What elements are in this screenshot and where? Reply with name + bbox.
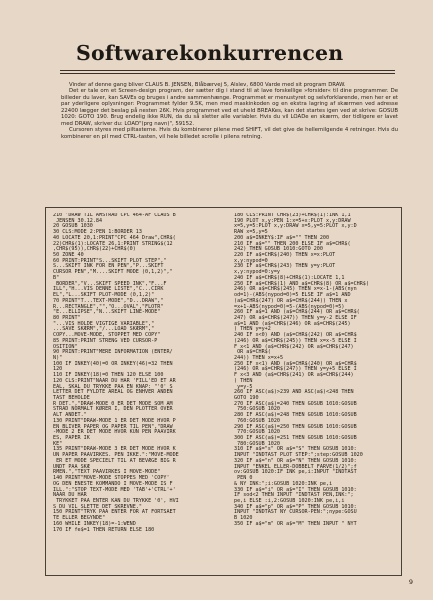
- code-line: 22)CHR$(1):LOCATE 26,1:PRINT STRING$(12: [53, 240, 173, 247]
- code-line: 330 IF a$="i" OR a$="I" THEN GOSUB 1010:: [234, 486, 357, 493]
- code-line: UNDT PAA SKÆ: [53, 463, 90, 470]
- program-listing-right-column: [234, 213, 397, 571]
- code-line: "E...ELLIPSE","N...SKIFT LINE-MODE": [53, 309, 161, 316]
- code-line: 280 IF ASC(a$)=248 THEN GOSUB 1010:GOSUB: [234, 412, 357, 419]
- code-line: ER ET MODE SPECIELT TIL AT BEVÆGE BIG R: [53, 457, 176, 464]
- code-line: 100 IF INKEY(40)=0 OR INKEY(46)=32 THEN: [53, 360, 173, 367]
- code-line: 80 PRINT": [53, 314, 81, 321]
- code-line: IF sod<2 THEN INPUT "INDTAST PEN,INK:";: [234, 492, 354, 499]
- code-line: 240 IF x<0) AND (a$=CHR$(242) OR a$=CHR$: [234, 332, 357, 339]
- code-line: S...SKIFT INK FOR EN PEN","P...SKIFT: [53, 263, 164, 270]
- code-line: 780:GOSUB 1020: [234, 440, 281, 447]
- code-line: ...SAVE SKÆRM","/...LOAD SKÆRM",": [53, 326, 155, 333]
- code-line: y=y-5: [234, 383, 253, 390]
- code-line: 210 'DRAW TIL AMSTRAD CPC 464-AF CLAUS B: [53, 213, 176, 218]
- code-line: 246) OR a$=CHR$(245) THEN x=x-1-(ABS(nyn: [234, 286, 357, 293]
- code-line: INPUT "INDTAST NY CURSOR-PEN:";nype:GOSU: [234, 509, 357, 516]
- code-line: R DET.","DRAW-MODE 0 ER DET MODE SOM AM: [53, 400, 173, 407]
- code-line: ES, PAPER IK: [53, 435, 90, 442]
- code-line: 242) THEN GOSUB 1010:GOTO 200: [234, 246, 323, 253]
- article-title: Softwarekonkurrencen: [76, 41, 344, 65]
- code-line: a$=1 AND (a$=CHR$(246) OR a$=CHR$(245): [234, 320, 351, 327]
- code-line: 200 a$=INKEY$:IF a$="" THEN 200: [234, 234, 330, 241]
- code-line: N)": [53, 354, 63, 361]
- code-line: S DU VIL SLETTE DET SKREVNE.": [53, 503, 142, 510]
- program-listing-left-column: [53, 213, 226, 571]
- code-line: UN PAPER PAAVIRKES. PEN IKKE.":"MOVE-MODE: [53, 452, 179, 459]
- code-line: 130 PRINT"DRAW-MODE 1 ER DET MODE HVOR P: [53, 417, 176, 424]
- code-line: F x<3 AND (a$=CHR$(241) OR a$=CHR$(244): [234, 372, 354, 379]
- code-line: 750:GOSUB 1020: [234, 406, 281, 413]
- code-line: ILL.":"STOP TEXT-MODE MED 'TAB'+'CTRL'+': [53, 486, 176, 493]
- code-line: 300 IF ASC(a$)=251 THEN GOSUB 1010:GOSUB: [234, 435, 357, 442]
- code-line: 270 IF ASC(a$)=240 THEN GOSUB 1010:GOSUB: [234, 400, 357, 407]
- code-line: OSITION": [53, 343, 78, 350]
- page-number: 9: [408, 578, 413, 586]
- code-line: 90 PRINT:PRINT"MERE INFORMATION (ENTER/: [53, 349, 173, 356]
- code-line: 260 IF ASC(a$)>239 AND ASC(a$)<248 THEN: [234, 389, 354, 396]
- title-rule-top: [60, 70, 395, 71]
- code-line: ) THEN: [234, 377, 253, 384]
- code-line: B 1020: [234, 515, 253, 522]
- code-line: F x<1 AND (a$=CHR$(242) OR a$=CHR$(247): [234, 343, 354, 350]
- code-line: INPUT "INDTAST PLOT STEP:";step:GOSUB 1020: [234, 452, 363, 459]
- code-line: PEN 0: [234, 475, 253, 482]
- code-line: 340 IF a$="p" OR a$="P" THEN GOSUB 1010:: [234, 503, 357, 510]
- code-line: 250 IF a$=CHR$(1) AND a$=CHR$(8) OR a$=CHR$(: [234, 280, 369, 287]
- code-line: 70 PRINT"T...TEXT-MODE","D...DRAW",": [53, 297, 164, 304]
- intro-paragraph-2: Det er tale om et Screen-design program, der sætter dig i stand til at lave forskellige »forsider« til dine programmer. De billeder du laver, kan SAVEs og bruges i andre sammenhænge. Programmet er menustyret og selvforklarende, men her er et par yderligere oplysninger: Programmet fylder 9.5K, men med maskinkoden og en ekstra lagring af skærmen ved adresse 22400 lægger det beslag på nesten 26K. Hvis programmet ved et uheld BREAKes, kan det startes igen ved at skrive: GOSUB 1020: GOTO 190. Brug endelig ikke RUN, da du så sletter alle variabler. Hvis du vil LOADe en skærm, der tidligere er lavet med DRAW, skriver du: LOAD"(prg navn)", 59152.: [61, 88, 398, 127]
- code-line: NAAR DU HAR: [53, 492, 87, 499]
- code-line: R...RECTANGLE","","O...OVAL","FLOTR": [53, 303, 164, 310]
- code-line: 30 CLS:MODE 2:PEN 1:BORDER 13: [53, 229, 142, 236]
- code-line: INPUT "ENKEL ELLER-DOBBELT FARVE(1/2)";f: [234, 463, 357, 470]
- code-line: & NY INK:";i:GOSUB 1020:INK pe,i: [234, 480, 333, 487]
- code-line: ) THEN y=y+2: [234, 326, 271, 333]
- code-line: TAST BEHOLDE: [53, 395, 90, 401]
- code-line: x,y:nypod=0: [234, 257, 268, 264]
- code-line: 110 IF INKEY(18)=0 THEN 120 ELSE 100: [53, 372, 164, 379]
- code-line: 247) OR a$=CHR$(247)) THEN y=y-2 ELSE IF: [234, 314, 357, 321]
- code-line: 40 LOCATE 20,1:PRINT"CPC 464 Draw",CHR$(: [53, 234, 176, 241]
- code-line: 220 IF a$=CHR$(240) THEN x=x:PLOT: [234, 252, 336, 259]
- code-line: 310 IF a$="s" OR a$="S" THEN GOSUB 1010:: [234, 446, 357, 453]
- code-line: KE": [53, 440, 63, 447]
- code-line: -MODE 2 ER DET MODE HVOR KUN PEN PAAVIRK: [53, 429, 176, 436]
- code-line: 250 IF x<1) AND (a$=CHR$(240) OR a$=CHR$: [234, 360, 357, 367]
- code-line: 770:GOSUB 1020: [234, 429, 281, 436]
- code-line: 140 PRINT"MOVE-MODE STOPPES MED 'COPY': [53, 475, 170, 482]
- code-line: LETTER DET FYLDTE AREAL OG ENHVER ANDEN: [53, 389, 173, 396]
- code-line: COPY...MOVE-MODE, STOPPET MED COPY": [53, 332, 161, 339]
- code-line: ,CHR$(95)),CHR$(22)+CHR$(0): [53, 246, 136, 253]
- code-line: TE ELLER BEGYNDE": [53, 515, 106, 522]
- code-line: 350 IF a$="m" OR a$="M" THEN INPUT " NYT: [234, 520, 357, 527]
- intro-paragraph-1: Vinder af denne gang bliver CLAUS B. JENSEN, Blåbærvej 5, Alslev, 6800 Varde med sit program DRAW.: [69, 82, 346, 88]
- code-line: OG DEN ENESTE KOMMANDO I MOVE-MODE IS F: [53, 480, 173, 487]
- code-line: 85 PRINT:PRINT STRENG VED CURSOR-P: [53, 337, 158, 344]
- code-line: RMEN.","TEXT PAAVIRKES I MOVE-MODE": [53, 469, 161, 476]
- title-rule-bottom: [60, 73, 395, 74]
- code-line: 260 IF a$=1 AND (a$=CHR$(244) OR a$=CHR$(: [234, 309, 360, 316]
- code-line: GOTO 190: [234, 395, 259, 401]
- code-line: 20 GOSUB 1030: [53, 223, 93, 230]
- code-line: "...VIS HOLDE VIGTIGE VARIABLE",": [53, 320, 155, 327]
- code-line: TRYKKET PAA ENTER KAN DU TRYKKE '0', HVI: [53, 497, 179, 504]
- code-line: EAL, SKAL DU TRYKKE PAA EN KNAP: "'0' S: [53, 383, 173, 390]
- code-line: 150 PRINT"TRYK PAA ENTER FOR AT FORTSAET: [53, 509, 176, 516]
- code-line: 50 ZONE 40: [53, 252, 84, 259]
- code-line: B": [53, 274, 60, 281]
- code-line: 60 PRINT:PRINT"S...SKIFT PLOT STEP",": [53, 257, 167, 264]
- code-line: 190 PLOT x,y:PEN 1:x=5+x:PLOT x,y:DRAW: [234, 217, 351, 224]
- code-line: 210 IF a$="" THEN 200 ELSE IF a$=CHR$(: [234, 240, 351, 247]
- code-line: ov:GOSUB 1020:IF INK pe,i:INPUT "INDTAST: [234, 469, 357, 476]
- code-line: 240 IF a$=CHR$(8)+CHR$(1):LOCATE 1,1: [234, 274, 345, 281]
- code-line: 120 CLS:PRINT"NAAR DU HAR 'FILL'ED ET AR: [53, 377, 176, 384]
- code-line: pe,i ELSE :i,2:GOSUB 1020:INK pe,i,i: [234, 497, 345, 504]
- code-line: 135 PRINT"DRAW-MODE 3 ER DET MODE HVOR K: [53, 446, 176, 453]
- code-line: (a$=CHR$(247) OR a$=CHR$(244)) THEN x: [234, 297, 348, 304]
- code-line: EL","L...SKIFT PLOT-MODE (0,1,2)": [53, 292, 155, 299]
- code-line: ALT ANDET.": [53, 412, 87, 419]
- code-line: (246) OR a$=CHR$(245)) THEN x=x-5 ELSE I: [234, 337, 357, 344]
- code-line: ILL","H...VIS DENNE LISTE","C...CIRK: [53, 286, 164, 293]
- code-line: STRAD NORMALT KØRER I, DEN PLOTTER OVER: [53, 406, 173, 413]
- code-line: x=5,y=5:PLOT x,y:DRAW x=5,y=5:PLOT x,y:D: [234, 223, 357, 230]
- code-line: (246) OR a$=CHR$(247)) THEN y=y+5 ELSE I: [234, 366, 357, 373]
- code-line: JENSEN 30.12.84: [53, 217, 103, 224]
- code-line: x,y:nypod=0:y=y: [234, 269, 281, 276]
- code-line: 120: [53, 366, 63, 373]
- intro-paragraph-3: Cursoren styres med piltasterne. Hvis du kombinerer pilene med SHIFT, vil det give de hellemilgende 4 retninger. Hvis du kombinerer en pil med CTRL-tasten, vil hele billedet scrolle i pilens retning.: [61, 127, 398, 140]
- code-line: 170 IF fe$=1 THEN RETURN ELSE 180: [53, 526, 155, 533]
- code-line: BORDER","V...SKIFT SPEED INK","F...F: [53, 280, 167, 287]
- code-line: 244)) THEN x=x+5: [234, 354, 284, 361]
- code-line: 290 IF ASC(a$)=250 THEN GOSUB 1010:GOSUB: [234, 423, 357, 430]
- code-line: 180 CLS:PRINT CHR$(23)+CHR$(1):INK 1,1: [234, 213, 351, 218]
- code-line: EN BLIVER PAPER OG PAPER TIL PEN","DRAW: [53, 423, 173, 430]
- code-line: RAW x=5,y=5: [234, 229, 268, 236]
- code-line: 760:GOSUB 1020: [234, 417, 281, 424]
- code-line: OR a$=CHR$(: [234, 349, 271, 356]
- code-line: 320 IF a$="n" OR a$="N" THEN GOSUB 1010:: [234, 457, 357, 464]
- code-line: od=1)-(ABS(nypod=0)=5 ELSE IF a$=1 AND: [234, 292, 351, 299]
- code-line: =x+1-ABS(nypod=0)=5-(ABS(nypod=0)=5): [234, 303, 345, 310]
- code-line: CURSOR PEN","M....SKIFT MODE (0,1,2)",": [53, 269, 173, 276]
- code-line: 160 WHILE INKEY(18)=-1:WEND: [53, 520, 136, 527]
- code-line: 230 IF a$=CHR$(243) THEN y=y:PLOT: [234, 263, 336, 270]
- article-intro: [61, 82, 398, 140]
